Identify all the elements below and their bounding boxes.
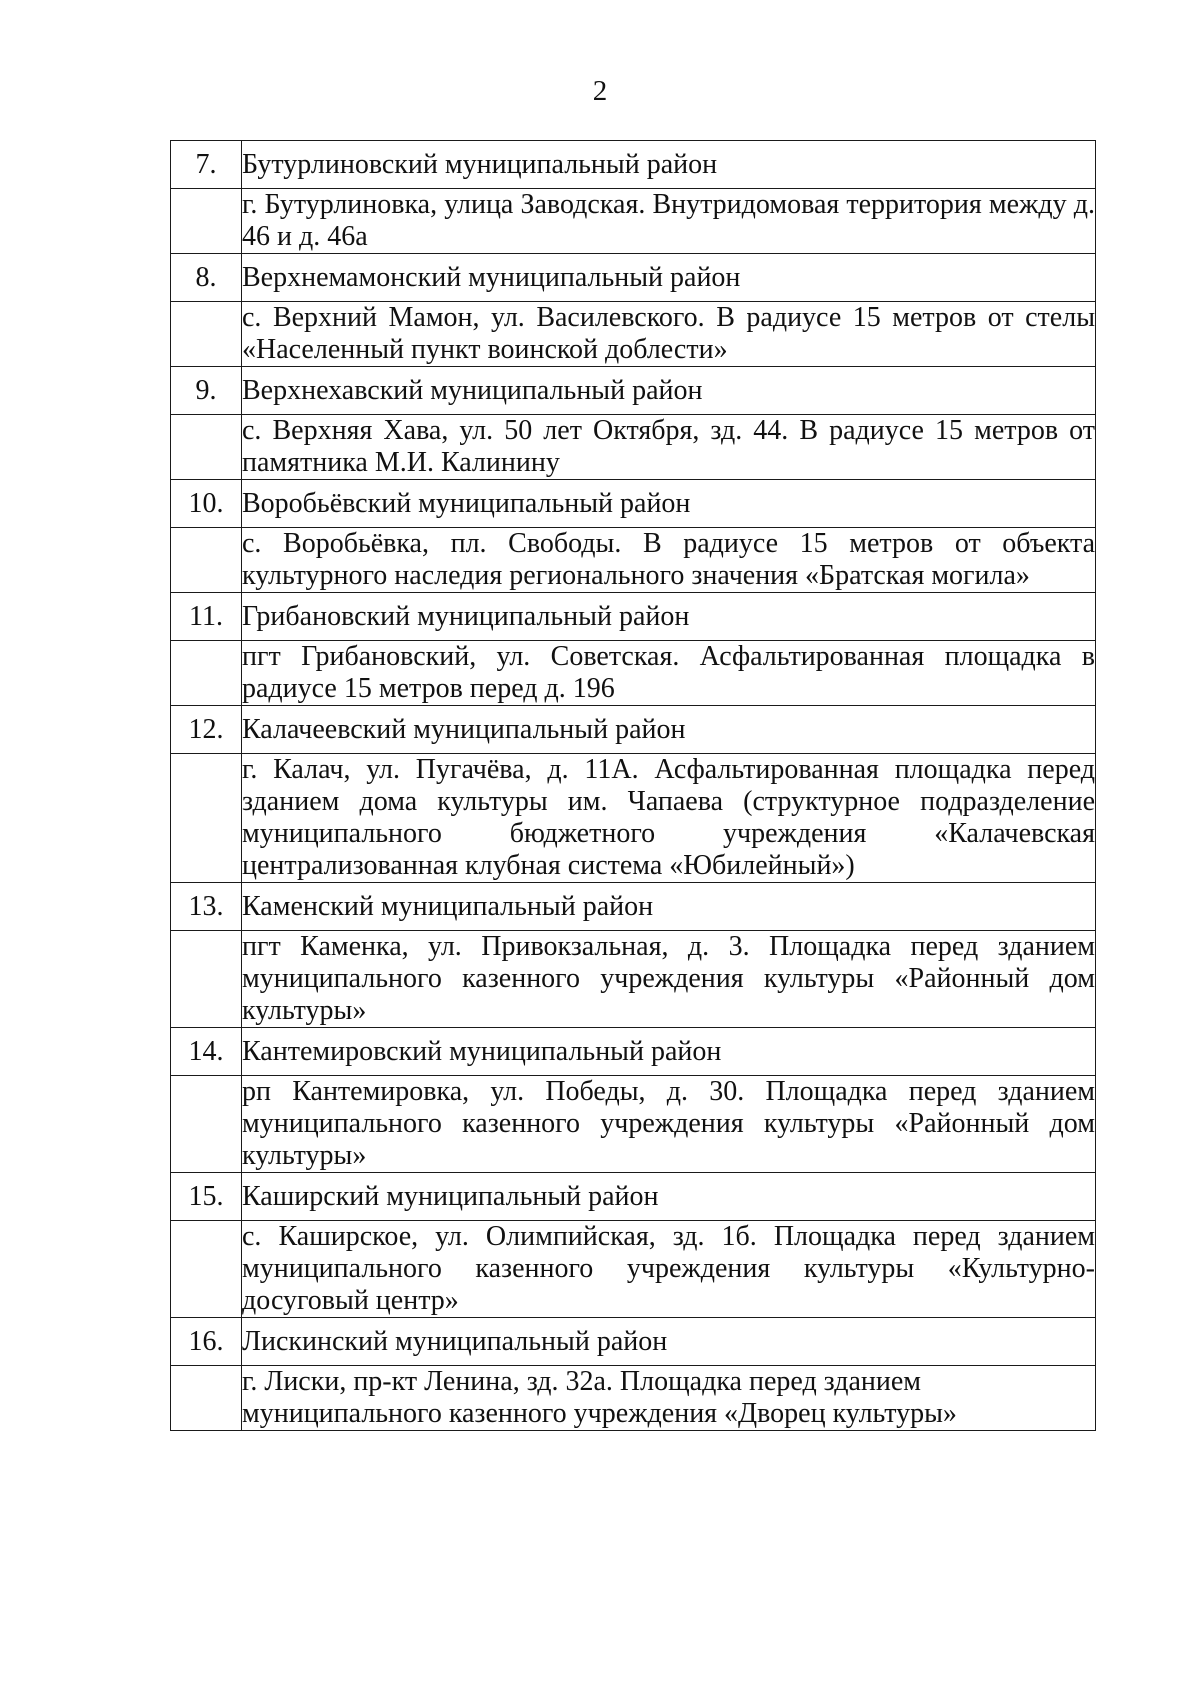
location-description: пгт Грибановский, ул. Советская. Асфальтированная площадка в радиусе 15 метров перед д. 196 xyxy=(242,641,1095,704)
table-row xyxy=(171,641,1096,706)
table-row xyxy=(171,302,1096,367)
district-name: Грибановский муниципальный район xyxy=(242,593,1096,641)
table-row xyxy=(171,593,1096,641)
location-description: г. Калач, ул. Пугачёва, д. 11А. Асфальтированная площадка перед зданием дома культуры им. Чапаева (структурное подразделение муниципального бюджетного учреждения «Калачевская централизованная клубная система «Юбилейный») xyxy=(242,754,1095,881)
location-description: с. Каширское, ул. Олимпийская, зд. 1б. Площадка перед зданием муниципального казенного учреждения культуры «Культурно-досуговый центр» xyxy=(242,1221,1095,1316)
table-row xyxy=(171,528,1096,593)
row-number: 11. xyxy=(171,593,242,641)
page-number: 2 xyxy=(592,75,608,107)
districts-table xyxy=(170,140,1096,1431)
district-name: Лискинский муниципальный район xyxy=(242,1318,1096,1366)
row-number: 8. xyxy=(171,254,242,302)
table-row xyxy=(171,1221,1096,1318)
location-description: г. Лиски, пр-кт Ленина, зд. 32а. Площадка перед зданием муниципального казенного учреждения «Дворец культуры» xyxy=(242,1366,1096,1431)
empty-cell xyxy=(171,302,242,367)
empty-cell xyxy=(171,1076,242,1173)
row-number: 7. xyxy=(171,141,242,189)
empty-cell xyxy=(171,1366,242,1431)
table-row xyxy=(171,480,1096,528)
table-row xyxy=(171,254,1096,302)
district-name: Каширский муниципальный район xyxy=(242,1173,1096,1221)
district-name: Кантемировский муниципальный район xyxy=(242,1028,1096,1076)
row-number: 13. xyxy=(171,883,242,931)
row-number: 16. xyxy=(171,1318,242,1366)
empty-cell xyxy=(171,754,242,883)
location-description: с. Верхняя Хава, ул. 50 лет Октября, зд. 44. В радиусе 15 метров от памятника М.И. Калинину xyxy=(242,415,1095,478)
row-number: 12. xyxy=(171,706,242,754)
district-name: Бутурлиновский муниципальный район xyxy=(242,141,1096,189)
table-row xyxy=(171,1318,1096,1366)
row-number: 9. xyxy=(171,367,242,415)
empty-cell xyxy=(171,528,242,593)
row-number: 14. xyxy=(171,1028,242,1076)
table-row xyxy=(171,706,1096,754)
table-row xyxy=(171,141,1096,189)
district-name: Верхнехавский муниципальный район xyxy=(242,367,1096,415)
table-row xyxy=(171,415,1096,480)
location-description: с. Верхний Мамон, ул. Василевского. В радиусе 15 метров от стелы «Населенный пункт воинской доблести» xyxy=(242,302,1095,365)
location-description: г. Бутурлиновка, улица Заводская. Внутридомовая территория между д. 46 и д. 46а xyxy=(242,189,1095,252)
table-row xyxy=(171,1028,1096,1076)
location-description: пгт Каменка, ул. Привокзальная, д. 3. Площадка перед зданием муниципального казенного учреждения культуры «Районный дом культуры» xyxy=(242,931,1095,1026)
table-row xyxy=(171,1076,1096,1173)
empty-cell xyxy=(171,931,242,1028)
row-number: 15. xyxy=(171,1173,242,1221)
district-name: Воробьёвский муниципальный район xyxy=(242,480,1096,528)
row-number: 10. xyxy=(171,480,242,528)
district-name: Калачеевский муниципальный район xyxy=(242,706,1096,754)
table-row xyxy=(171,189,1096,254)
empty-cell xyxy=(171,189,242,254)
table-row xyxy=(171,931,1096,1028)
table-row xyxy=(171,883,1096,931)
empty-cell xyxy=(171,415,242,480)
table-row xyxy=(171,754,1096,883)
table-row xyxy=(171,367,1096,415)
location-description: с. Воробьёвка, пл. Свободы. В радиусе 15 метров от объекта культурного наследия регионального значения «Братская могила» xyxy=(242,528,1095,591)
district-name: Каменский муниципальный район xyxy=(242,883,1096,931)
table-row xyxy=(171,1366,1096,1431)
district-name: Верхнемамонский муниципальный район xyxy=(242,254,1096,302)
empty-cell xyxy=(171,1221,242,1318)
table-row xyxy=(171,1173,1096,1221)
empty-cell xyxy=(171,641,242,706)
location-description: рп Кантемировка, ул. Победы, д. 30. Площадка перед зданием муниципального казенного учреждения культуры «Районный дом культуры» xyxy=(242,1076,1095,1171)
